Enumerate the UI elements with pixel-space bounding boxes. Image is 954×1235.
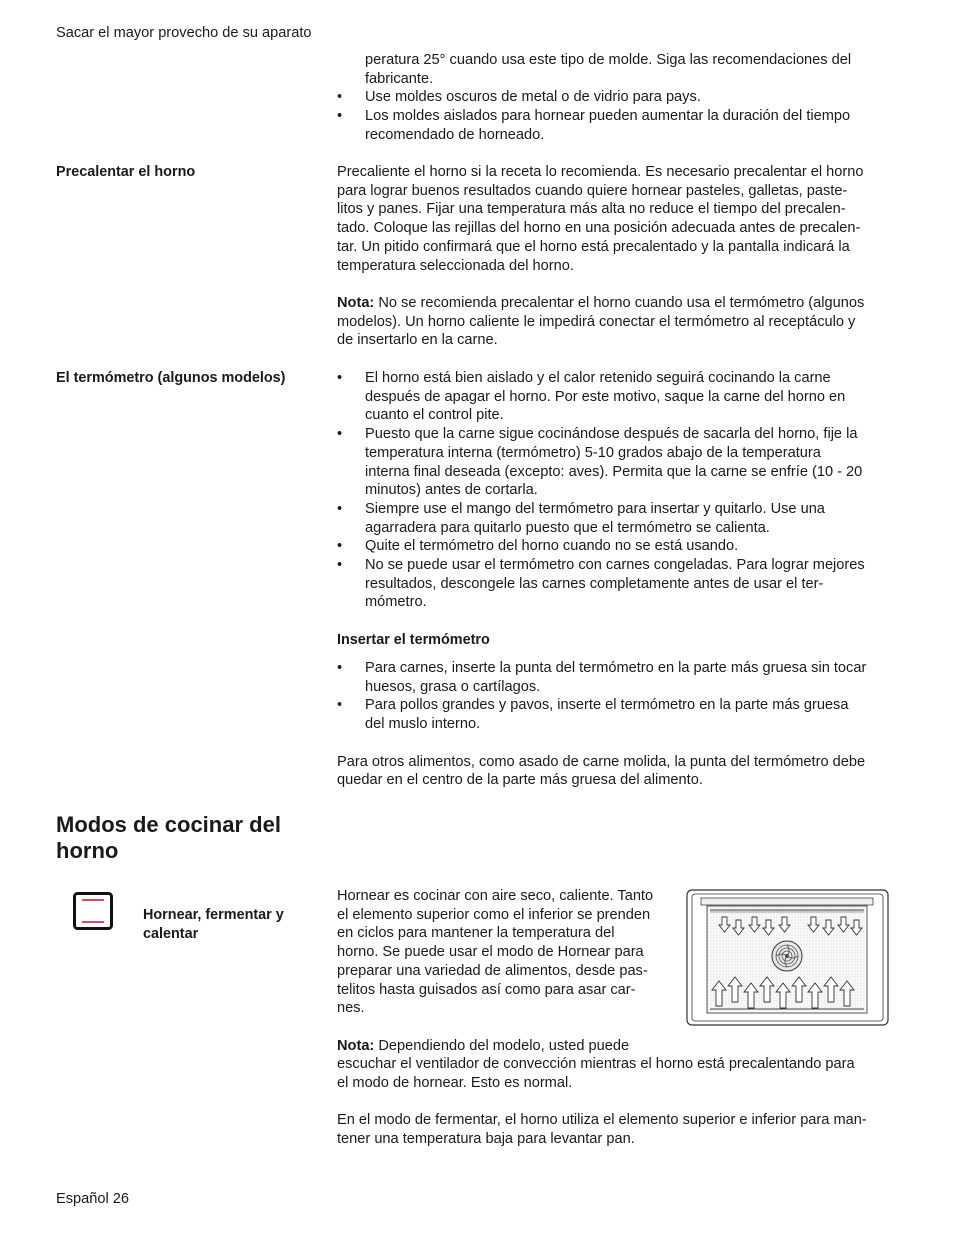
preheat-body [337,163,917,350]
list-item [337,556,917,612]
text-line: tado. Coloque las rejillas del horno en una posición adecuada antes de precalen- [337,220,861,237]
list-item [337,537,917,556]
text-line: Para otros alimentos, como asado de carne molida, la punta del termómetro debe [337,753,866,770]
note-label: Nota: [337,1037,375,1054]
text-line: Precaliente el horno si la receta lo recomienda. Es necesario precalentar el horno [337,164,864,180]
label-line: calentar [143,925,199,942]
text-line: tener una temperatura baja para levantar pan. [337,1130,635,1147]
note-line [337,1037,677,1056]
text-line: mómetro. [365,594,427,611]
text-line: minutos) antes de cortarla. [365,482,538,499]
text-line: Dependiendo del modelo, usted puede [374,1037,630,1054]
list-item [337,696,917,733]
list-item [337,425,917,500]
text-line: telitos hasta guisados así como para asar car- [337,981,636,998]
bake-mode-label [143,906,284,943]
thermometer-heading: El termómetro (algunos modelos) [56,370,286,386]
list-item [337,659,917,696]
text-line: en ciclos para mantener la temperatura del [337,925,615,942]
text-line: • No se puede usar el termómetro con carnes congeladas. Para lograr mejores [365,557,865,574]
bake-intro [337,887,677,1055]
text-line: • Quite el termómetro del horno cuando no se está usando. [365,538,739,555]
oven-diagram-svg [686,889,889,1026]
text-line: modelos). Un horno caliente le impedirá conectar el termómetro al receptáculo y [337,313,856,330]
thermometer-body [337,369,917,612]
text-line: horno. Se puede usar el modo de Hornear para [337,944,644,961]
text-line: No se recomienda precalentar el horno cuando usa el termómetro (algunos [374,294,865,311]
modes-heading [56,812,281,864]
text-line: agarradera para quitarlo puesto que el termómetro se calienta. [365,519,770,536]
text-line: peratura 25° cuando usa este tipo de molde. Siga las recomendaciones del [365,52,852,68]
text-line: preparar una variedad de alimentos, desde pas- [337,962,648,979]
bake-mode-icon-svg [73,892,113,930]
text-line: litos y panes. Fijar una temperatura más alta no reduce el tiempo del precalen- [337,201,846,218]
list-item [337,107,917,144]
text-line: el modo de hornear. Esto es normal. [337,1074,573,1091]
text-line: • Para pollos grandes y pavos, inserte el termómetro en la parte más gruesa [365,697,849,714]
note-label: Nota: [337,294,375,311]
note-line [337,294,917,313]
running-header: Sacar el mayor provecho de su aparato [56,25,312,41]
text-line: tar. Un pitido confirmará que el horno está precalentado y la pantalla indicará la [337,238,850,255]
text-line: después de apagar el horno. Por este motivo, saque la carne del horno en [365,388,846,405]
convection-fan-icon [772,941,802,971]
list-item [337,369,917,425]
heading-line: Modos de cocinar del [56,812,281,837]
continued-block [337,51,917,145]
list-item [337,500,917,537]
text-line: • Para carnes, inserte la punta del termómetro en la parte más gruesa sin tocar [365,660,867,676]
text-line: huesos, grasa o cartílagos. [365,678,541,695]
text-line: temperatura interna (termómetro) 5-10 grados abajo de la temperatura [365,444,821,461]
text-line: resultados, descongele las carnes completamente antes de usar el ter- [365,575,824,592]
text-line: Hornear es cocinar con aire seco, caliente. Tanto [337,888,654,904]
text-line: escuchar el ventilador de convección mientras el horno está precalentando para [337,1056,855,1072]
text-line: recomendado de horneado. [365,126,545,143]
text-line: interna final deseada (excepto: aves). Permita que la carne se enfríe (10 - 20 [365,463,863,480]
text-line: • Use moldes oscuros de metal o de vidrio para pays. [365,89,701,106]
list-item [337,88,917,107]
text-line: de insertarlo en la carne. [337,332,498,349]
label-line: Hornear, fermentar y [143,907,284,923]
text-line: • Puesto que la carne sigue cocinándose después de sacarla del horno, fije la [365,426,858,443]
text-line: • Los moldes aislados para hornear pueden aumentar la duración del tiempo [365,108,851,125]
bake-mode-icon [73,892,113,930]
insert-body [337,659,917,790]
text-line: nes. [337,1000,365,1017]
oven-airflow-diagram [686,889,889,1026]
text-line: quedar en el centro de la parte más gruesa del alimento. [337,772,703,789]
heading-line: horno [56,838,119,863]
text-line: temperatura seleccionada del horno. [337,257,574,274]
bake-note-rest [337,1055,917,1149]
text-line: • El horno está bien aislado y el calor retenido seguirá cocinando la carne [365,370,831,386]
page-number: Español 26 [56,1191,130,1207]
text-line: para lograr buenos resultados cuando quiere hornear pasteles, galletas, paste- [337,182,848,199]
preheat-heading: Precalentar el horno [56,164,196,180]
text-line: el elemento superior como el inferior se prenden [337,906,651,923]
text-line: fabricante. [365,70,434,87]
text-line: • Siempre use el mango del termómetro para insertar y quitarlo. Use una [365,500,825,517]
text-line: del muslo interno. [365,716,481,733]
insert-thermometer-subheading: Insertar el termómetro [337,632,490,648]
text-line: En el modo de fermentar, el horno utiliza el elemento superior e inferior para man- [337,1112,867,1129]
text-line: cuanto el control pite. [365,407,504,424]
